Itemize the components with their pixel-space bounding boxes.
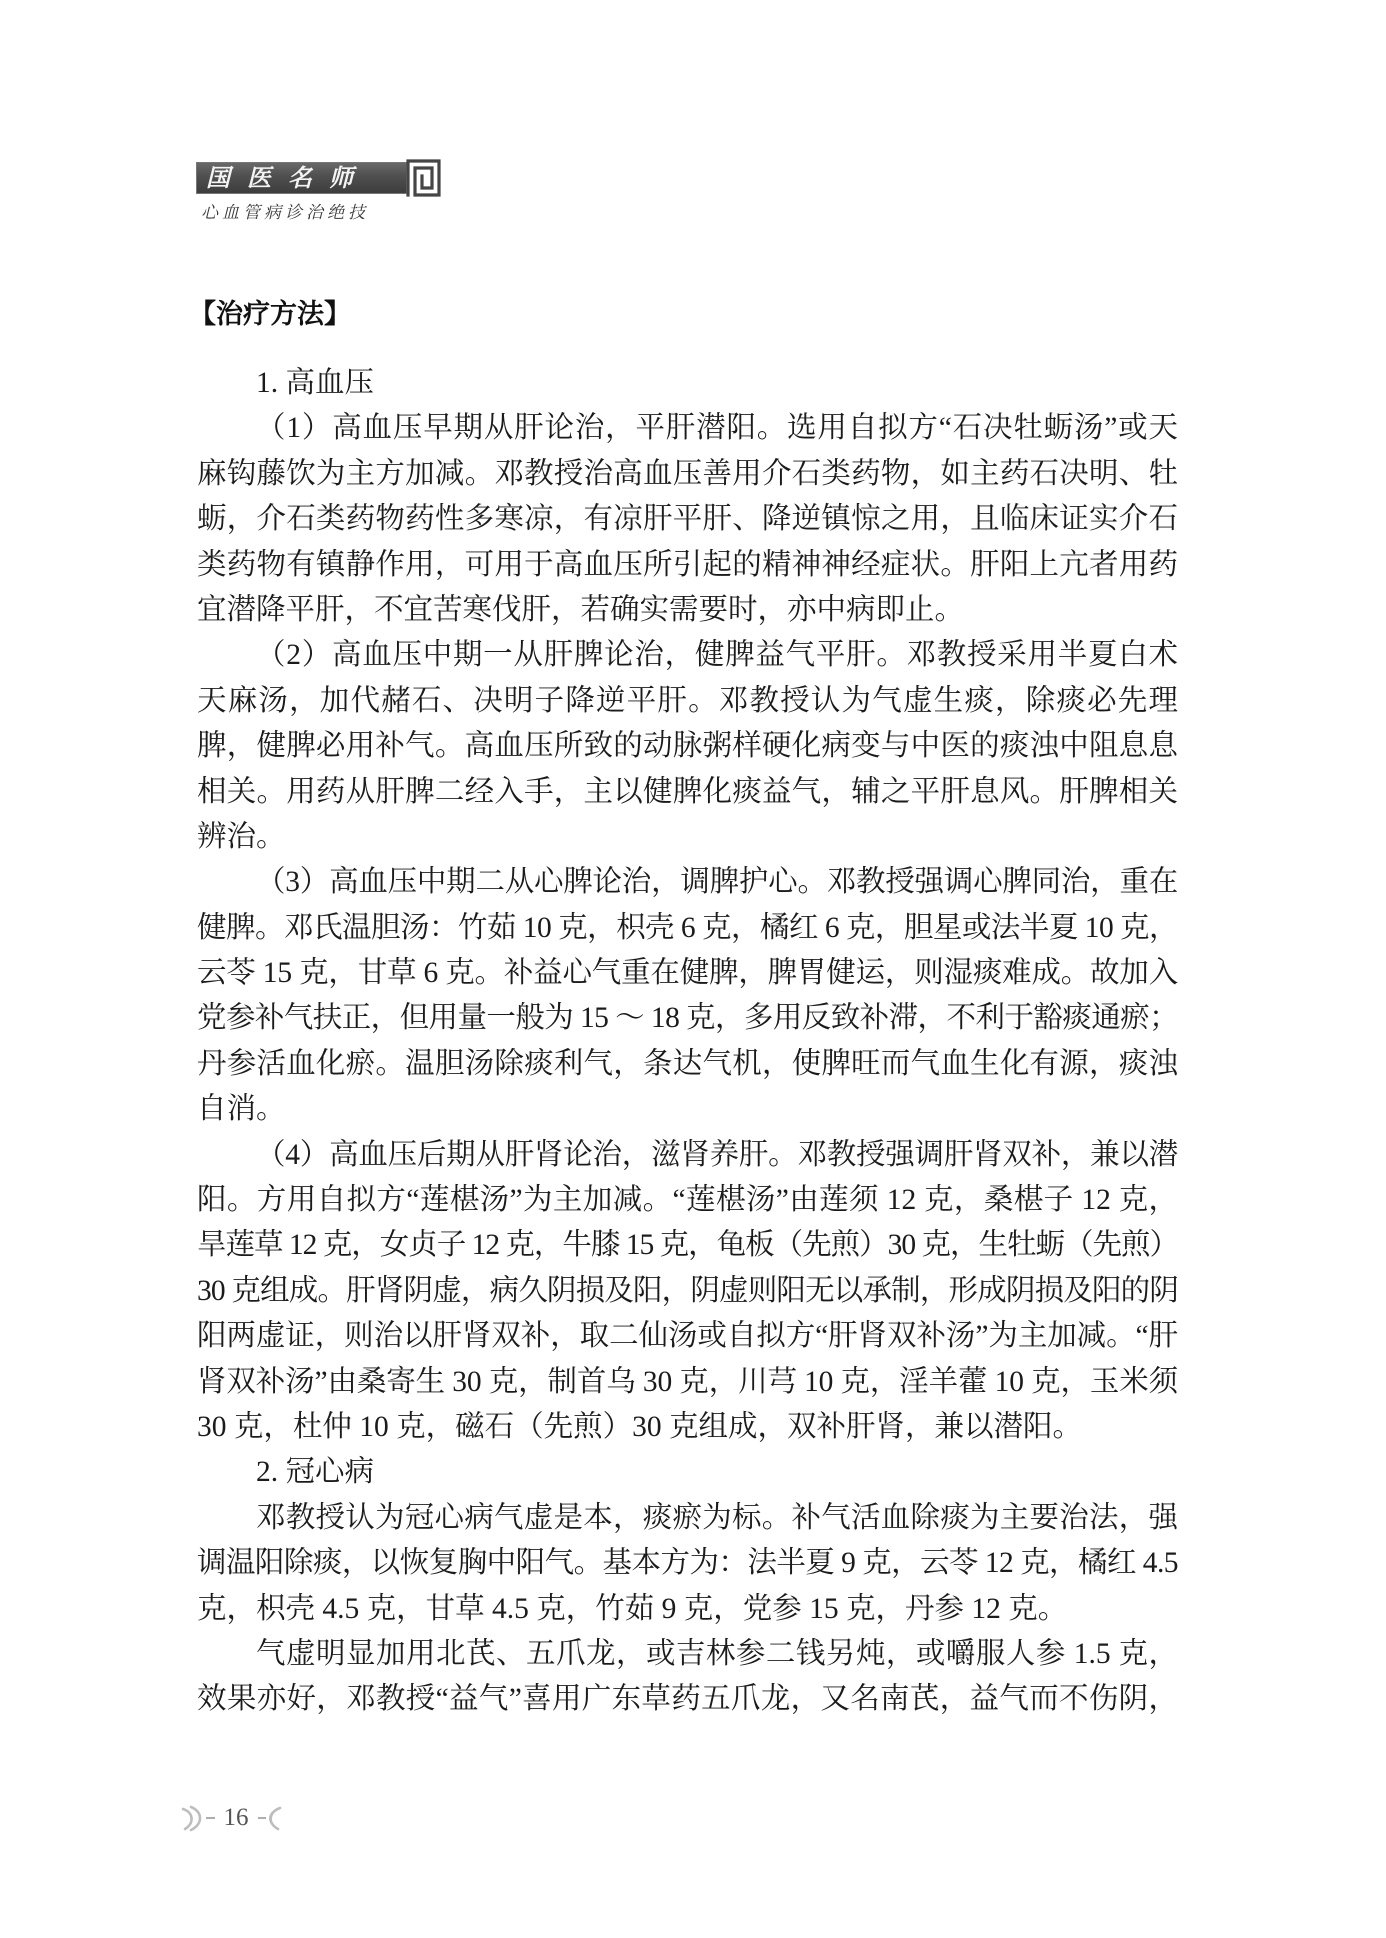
text-line: （3）高血压中期二从心脾论治，调脾护心。邓教授强调心脾同治，重在: [256, 866, 1178, 899]
text-line: 云苓 15 克，甘草 6 克。补益心气重在健脾，脾胃健运，则湿痰难成。故加入: [197, 957, 1178, 990]
text-line: 天麻汤，加代赭石、决明子降逆平肝。邓教授认为气虚生痰，除痰必先理: [197, 684, 1178, 717]
text-line: 肾双补汤”由桑寄生 30 克，制首乌 30 克，川芎 10 克，淫羊藿 10 克，玉米须: [197, 1365, 1178, 1398]
text-line: 调温阳除痰，以恢复胸中阳气。基本方为：法半夏 9 克，云苓 12 克，橘红 4.5: [197, 1547, 1178, 1580]
text-line: 效果亦好，邓教授“益气”喜用广东草药五爪龙，又名南芪，益气而不伤阴，: [197, 1683, 1178, 1716]
text-line: 相关。用药从肝脾二经入手，主以健脾化痰益气，辅之平肝息风。肝脾相关: [197, 775, 1178, 808]
paragraph: [197, 860, 1178, 1132]
swirl-ornament-left-icon: [180, 1803, 216, 1833]
paragraph: [197, 633, 1178, 860]
text-line: 健脾。邓氏温胆汤：竹茹 10 克，枳壳 6 克，橘红 6 克，胆星或法半夏 10 克，: [197, 911, 1178, 944]
section-heading: 【治疗方法】: [189, 299, 351, 330]
text-line: 阳。方用自拟方“莲椹汤”为主加减。“莲椹汤”由莲须 12 克，桑椹子 12 克，: [197, 1184, 1178, 1217]
series-banner: [196, 162, 407, 194]
meander-corner-icon: [406, 159, 442, 197]
text-line: 邓教授认为冠心病气虚是本，痰瘀为标。补气活血除痰为主要治法，强: [256, 1501, 1178, 1534]
text-line: 蛎，介石类药物药性多寒凉，有凉肝平肝、降逆镇惊之用，且临床证实介石: [197, 503, 1178, 536]
text-line: 党参补气扶正，但用量一般为 15 ～ 18 克，多用反致补滞，不利于豁痰通瘀；: [197, 1002, 1178, 1035]
swirl-ornament-right-icon: [257, 1803, 283, 1833]
text-line: 自消。: [197, 1093, 286, 1126]
subsection-title: 2. 冠心病: [256, 1456, 375, 1489]
page-number: 16: [223, 1804, 249, 1831]
paragraph: [197, 1632, 1178, 1723]
series-banner-title: 国医名师: [206, 163, 370, 192]
text-line: 30 克组成。肝肾阴虚，病久阴损及阳，阴虚则阳无以承制，形成阴损及阳的阴: [197, 1274, 1178, 1307]
text-line: （1）高血压早期从肝论治，平肝潜阳。选用自拟方“石决牡蛎汤”或天: [256, 412, 1178, 445]
text-line: （4）高血压后期从肝肾论治，滋肾养肝。邓教授强调肝肾双补，兼以潜: [256, 1138, 1178, 1171]
text-line: 脾，健脾必用补气。高血压所致的动脉粥样硬化病变与中医的痰浊中阻息息: [197, 730, 1178, 763]
text-line: 辨治。: [197, 820, 286, 853]
text-line: 阳两虚证，则治以肝肾双补，取二仙汤或自拟方“肝肾双补汤”为主加减。“肝: [197, 1320, 1178, 1353]
text-line: 麻钩藤饮为主方加减。邓教授治高血压善用介石类药物，如主药石决明、牡: [197, 457, 1178, 490]
text-line: 类药物有镇静作用，可用于高血压所引起的精神神经症状。肝阳上亢者用药: [197, 548, 1178, 581]
text-line: 旱莲草 12 克，女贞子 12 克，牛膝 15 克，龟板（先煎）30 克，生牡蛎（先煎）: [197, 1229, 1178, 1262]
paragraph: [197, 1133, 1178, 1451]
text-line: 宜潜降平肝，不宜苦寒伐肝，若确实需要时，亦中病即止。: [197, 593, 965, 626]
book-subtitle: 心血管病诊治绝技: [201, 203, 369, 223]
text-line: （2）高血压中期一从肝脾论治，健脾益气平肝。邓教授采用半夏白术: [256, 639, 1178, 672]
text-line: 气虚明显加用北芪、五爪龙，或吉林参二钱另炖，或嚼服人参 1.5 克，: [256, 1637, 1178, 1670]
subsection-title: 1. 高血压: [256, 367, 375, 399]
text-line: 30 克，杜仲 10 克，磁石（先煎）30 克组成，双补肝肾，兼以潜阳。: [197, 1410, 1083, 1443]
paragraph: [197, 1496, 1178, 1632]
text-line: 丹参活血化瘀。温胆汤除痰利气，条达气机，使脾旺而气血生化有源，痰浊: [197, 1047, 1178, 1080]
body-text: [197, 361, 1178, 1723]
text-line: 克，枳壳 4.5 克，甘草 4.5 克，竹茹 9 克，党参 15 克，丹参 12 克。: [197, 1592, 1068, 1625]
paragraph: [197, 406, 1178, 633]
